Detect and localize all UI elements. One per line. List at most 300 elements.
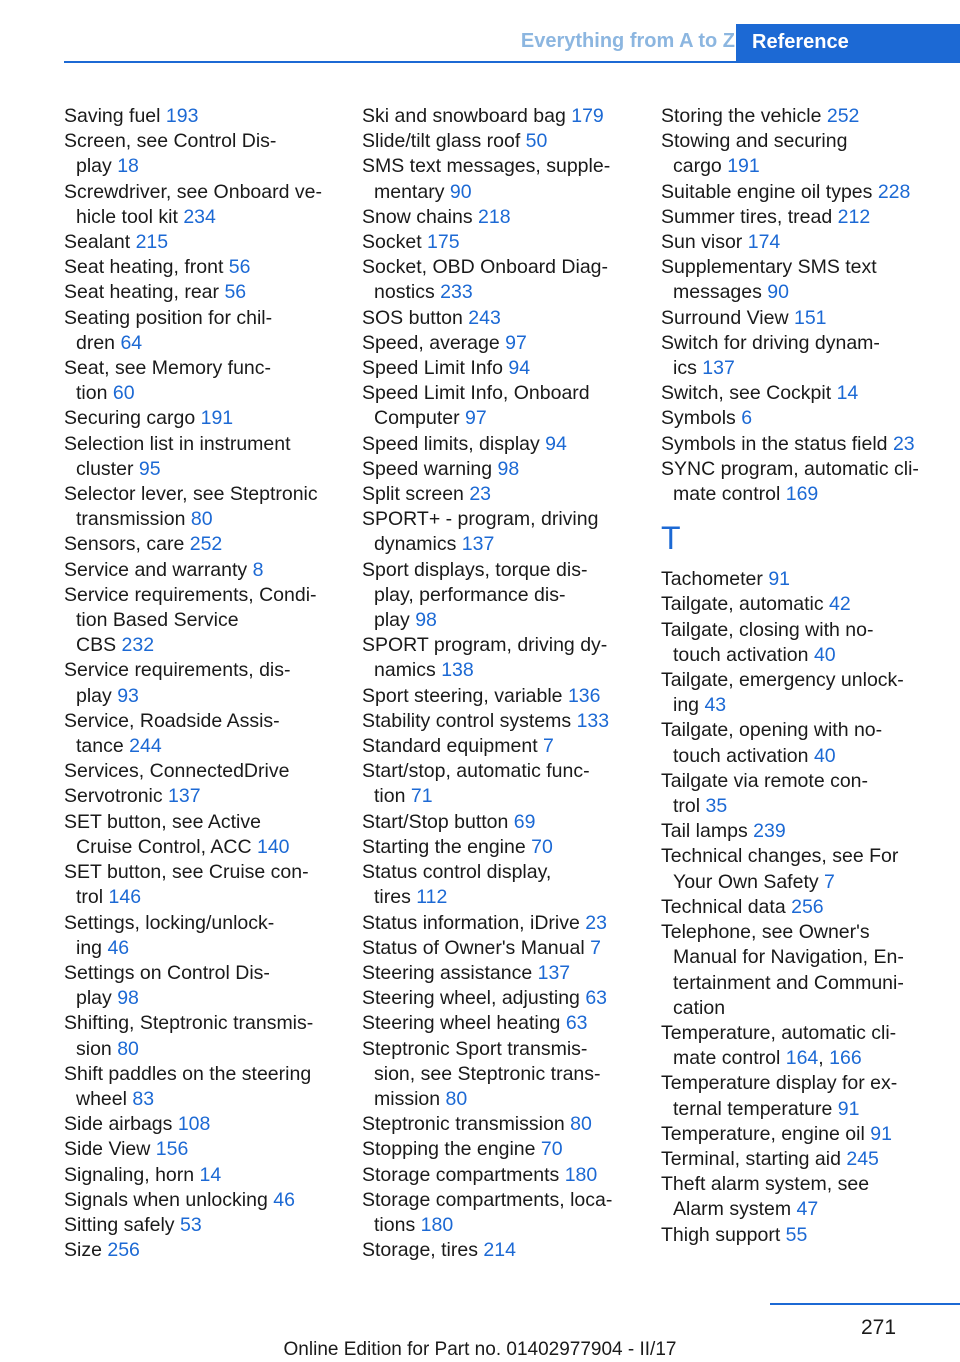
page-link[interactable]: 164: [785, 1047, 819, 1070]
index-entry-text: Thigh support: [661, 1223, 781, 1246]
index-entry-text: Status of Owner's Manual: [362, 936, 585, 959]
index-entry: [362, 507, 652, 557]
index-entry-text: Temperature, engine oil: [661, 1122, 865, 1145]
index-entry-text: Selector lever, see Steptronic: [64, 483, 318, 506]
index-entry: [64, 1213, 354, 1238]
index-entry-text: Seat heating, rear: [64, 281, 220, 304]
page-link[interactable]: 138: [441, 659, 474, 682]
page-link[interactable]: 46: [107, 936, 130, 959]
index-entry-text: Suitable engine oil types: [661, 180, 873, 203]
index-entry-text: Securing cargo: [64, 407, 196, 430]
index-entry-text: mission: [374, 1087, 441, 1110]
index-entry-text: cluster: [76, 457, 134, 480]
index-entry-text: Cruise Control, ACC: [76, 835, 252, 858]
index-entry-text: Sport steering, variable: [362, 684, 563, 707]
index-entry-text: mate control: [673, 483, 781, 506]
index-entry-text: Service requirements, dis-: [64, 659, 291, 682]
index-entry-text: sion, see Steptronic trans-: [374, 1062, 601, 1085]
index-entry: [362, 154, 652, 204]
index-entry: [362, 911, 652, 936]
page-link[interactable]: 18: [117, 155, 139, 178]
page-link[interactable]: 98: [415, 609, 437, 632]
index-entry-text: Storage compartments: [362, 1163, 560, 1186]
index-entry-text: tertainment and Communi-: [673, 971, 904, 994]
index-entry: [661, 844, 951, 894]
index-entry: [362, 432, 652, 457]
index-entry: [661, 457, 951, 507]
index-entry-text: Temperature, automatic cli-: [661, 1021, 897, 1044]
index-entry-text: Side airbags: [64, 1113, 173, 1136]
index-entry: [362, 684, 652, 709]
index-entry: [64, 709, 354, 759]
index-entry-text: Saving fuel: [64, 105, 161, 127]
footer-rule: [770, 1303, 960, 1305]
index-entry: [362, 1188, 652, 1238]
index-entry: [64, 1163, 354, 1188]
page-link[interactable]: 151: [793, 306, 827, 329]
page-link[interactable]: 94: [508, 357, 531, 380]
index-entry: [661, 718, 951, 768]
index-entry-text: Switch, see Cockpit: [661, 382, 832, 405]
page-link[interactable]: 133: [576, 709, 610, 732]
index-entry-text: tires: [374, 886, 411, 909]
page-link[interactable]: 112: [416, 886, 448, 909]
index-entry: [362, 1238, 652, 1263]
index-entry-text: cation: [673, 996, 726, 1019]
index-entry-text: Service requirements, Condi-: [64, 583, 317, 606]
index-entry-text: touch activation: [673, 643, 809, 666]
index-entry-text: cargo: [673, 155, 722, 178]
index-entry: [64, 104, 354, 129]
index-entry: [661, 769, 951, 819]
page-link[interactable]: 179: [571, 105, 604, 127]
page-link[interactable]: 193: [165, 105, 199, 127]
index-entry-text: Split screen: [362, 483, 464, 506]
index-entry: [661, 1172, 951, 1222]
index-entry-text: Ski and snowboard bag: [362, 105, 566, 127]
index-entry-text: Service and warranty: [64, 558, 248, 581]
index-entry-text: ternal temperature: [673, 1097, 833, 1120]
index-entry: [661, 255, 951, 305]
index-entry-text: play, performance dis-: [374, 583, 566, 606]
index-entry-text: Steptronic Sport transmis-: [362, 1037, 588, 1060]
index-entry: [64, 1188, 354, 1213]
page-link[interactable]: 256: [791, 895, 824, 918]
page-link[interactable]: 35: [705, 795, 728, 818]
index-entry-text: messages: [673, 281, 762, 304]
index-entry-text: SET button, see Active: [64, 810, 261, 833]
index-entry-text: Stability control systems: [362, 709, 572, 732]
page-link[interactable]: 156: [155, 1138, 189, 1161]
index-entry: [362, 255, 652, 305]
index-entry-text: trol: [673, 795, 701, 818]
page-link[interactable]: 83: [132, 1087, 155, 1110]
index-entry-text: Symbols in the status field: [661, 432, 888, 455]
page-link[interactable]: 43: [704, 694, 727, 717]
index-entry-text: SPORT+ - program, driving: [362, 508, 599, 531]
index-entry: [362, 129, 652, 154]
index-entry-text: Tailgate, opening with no-: [661, 719, 883, 742]
page-link[interactable]: 80: [117, 1037, 139, 1060]
index-entry-text: trol: [76, 886, 104, 909]
index-entry: [362, 1163, 652, 1188]
index-entry-text: Sealant: [64, 231, 131, 254]
index-entry: [661, 819, 951, 844]
page-link[interactable]: 63: [565, 1012, 588, 1035]
index-entry: Temperature, automatic cli- mate control 164, 166: [661, 1021, 897, 1070]
index-entry: [64, 306, 354, 356]
index-entry: [64, 432, 354, 482]
index-entry-text: Steering assistance: [362, 961, 533, 984]
index-entry-text: SOS button: [362, 306, 463, 329]
index-entry-text: wheel: [76, 1087, 127, 1110]
index-entry: [362, 759, 652, 809]
index-entry-text: sion: [76, 1037, 112, 1060]
index-entry: [362, 986, 652, 1011]
page-link[interactable]: 166: [829, 1047, 862, 1070]
index-entry-text: Your Own Safety: [673, 870, 819, 893]
page-link[interactable]: 80: [445, 1087, 468, 1110]
page-link[interactable]: 14: [836, 382, 859, 405]
page-link[interactable]: 252: [826, 105, 860, 127]
index-entry-text: Steptronic transmission: [362, 1113, 565, 1136]
page-link[interactable]: 234: [183, 205, 216, 228]
index-entry: [362, 709, 652, 734]
index-entry-text: Socket: [362, 231, 422, 254]
page-link[interactable]: 56: [228, 256, 251, 279]
index-entry: [362, 558, 652, 634]
page-link[interactable]: 191: [200, 407, 234, 430]
index-entry: [64, 911, 354, 961]
index-entry-text: SPORT program, driving dy-: [362, 634, 608, 657]
index-entry-text: Shifting, Steptronic transmis-: [64, 1012, 314, 1035]
page-link[interactable]: 137: [461, 533, 495, 556]
index-entry-text: Snow chains: [362, 205, 473, 228]
index-entry-text: SET button, see Cruise con-: [64, 861, 309, 884]
index-entry: [64, 255, 354, 280]
index-entry-text: Seat heating, front: [64, 256, 224, 279]
page-link[interactable]: 91: [870, 1122, 892, 1145]
page-header: [0, 0, 960, 64]
page-link[interactable]: 136: [567, 684, 601, 707]
index-entry-text: dynamics: [374, 533, 457, 556]
index-entry: [64, 658, 354, 708]
page-link[interactable]: 70: [531, 835, 553, 858]
section-title: Everything from A to Z: [520, 30, 735, 52]
page-link[interactable]: 64: [120, 331, 143, 354]
index-entry-text: tion Based Service: [76, 609, 239, 632]
index-entry: [661, 1147, 951, 1172]
index-entry-text: Standard equipment: [362, 735, 538, 758]
index-entry: [64, 860, 354, 910]
index-entry-text: Speed warning: [362, 457, 493, 480]
page-link[interactable]: 23: [585, 911, 607, 934]
page-link[interactable]: 137: [702, 357, 735, 380]
index-entry-text: Tail lamps: [661, 820, 748, 843]
page-link[interactable]: 7: [543, 735, 554, 758]
page-link[interactable]: 97: [465, 407, 487, 430]
index-entry-text: Technical data: [661, 895, 786, 918]
index-entry: [661, 381, 951, 406]
index-entry-text: Service, Roadside Assis-: [64, 709, 280, 732]
page-link[interactable]: 146: [108, 886, 142, 909]
index-entry-text: Tailgate via remote con-: [661, 769, 869, 792]
index-entry: [362, 104, 652, 129]
page-link[interactable]: 191: [727, 155, 760, 178]
index-entry-text: Screwdriver, see Onboard ve-: [64, 180, 322, 203]
index-entry: [64, 532, 354, 557]
index-entry-text: mentary: [374, 180, 445, 203]
index-entry-text: Start/Stop button: [362, 810, 509, 833]
index-entry-text: SMS text messages, supple-: [362, 155, 611, 178]
page-link[interactable]: 7: [590, 936, 601, 959]
page-link[interactable]: 23: [469, 483, 492, 506]
index-entry: [661, 592, 951, 617]
page-link[interactable]: 174: [747, 231, 781, 254]
index-entry-text: Shift paddles on the steering: [64, 1062, 312, 1085]
index-entry-text: Storage compartments, loca-: [362, 1188, 613, 1211]
index-entry: [64, 180, 354, 230]
index-entry: [661, 567, 951, 592]
index-entry: [362, 734, 652, 759]
index-entry-text: Screen, see Control Dis-: [64, 130, 277, 153]
page-link[interactable]: 95: [138, 457, 161, 480]
index-entry: [362, 1137, 652, 1162]
page-link[interactable]: 169: [785, 483, 819, 506]
index-entry-text: Socket, OBD Onboard Diag-: [362, 256, 609, 279]
index-entry-text: hicle tool kit: [76, 205, 178, 228]
index-entry-text: Sport displays, torque dis-: [362, 558, 588, 581]
index-entry-text: Storing the vehicle: [661, 105, 822, 127]
index-entry-text: Speed, average: [362, 331, 500, 354]
index-entry-text: Sensors, care: [64, 533, 185, 556]
page-link[interactable]: 214: [483, 1239, 516, 1262]
index-entry-text: Tailgate, automatic: [661, 593, 824, 616]
index-entry: [661, 230, 951, 255]
index-entry-text: Signaling, horn: [64, 1163, 195, 1186]
index-column-3: [661, 104, 951, 1248]
index-entry: [362, 936, 652, 961]
page-link[interactable]: 71: [410, 785, 433, 808]
index-entry: [64, 961, 354, 1011]
page-link[interactable]: 70: [540, 1138, 563, 1161]
index-entry-text: Status information, iDrive: [362, 911, 580, 934]
index-entry: [64, 1238, 354, 1263]
index-entry-text: play: [374, 609, 410, 632]
index-entry: [64, 356, 354, 406]
index-entry-text: tance: [76, 735, 124, 758]
index-entry-text: Size: [64, 1239, 102, 1262]
index-entry-text: Side View: [64, 1138, 151, 1161]
index-entry: [362, 810, 652, 835]
index-entry: [661, 205, 951, 230]
index-entry: [661, 618, 951, 668]
index-entry-text: play: [76, 684, 112, 707]
index-entry: [64, 1137, 354, 1162]
page-link[interactable]: 137: [537, 961, 571, 984]
index-entry-text: Steering wheel, adjusting: [362, 987, 580, 1010]
index-entry: [64, 230, 354, 255]
index-entry: [661, 129, 951, 179]
page-link[interactable]: 14: [199, 1163, 222, 1186]
page-link[interactable]: 243: [468, 306, 501, 329]
index-entry-text: Telephone, see Owner's: [661, 921, 870, 944]
index-entry: [661, 306, 951, 331]
reference-tab: Reference: [736, 24, 960, 61]
index-entry-text: Sitting safely: [64, 1213, 175, 1236]
index-entry-text: Settings, locking/unlock-: [64, 911, 275, 934]
index-entry: [661, 668, 951, 718]
page-link[interactable]: 108: [177, 1113, 211, 1136]
index-entry: [64, 280, 354, 305]
index-entry-text: Services, ConnectedDrive: [64, 760, 290, 783]
index-entry: [661, 1122, 951, 1147]
page-link[interactable]: 140: [256, 835, 290, 858]
page-link[interactable]: 93: [117, 684, 139, 707]
index-entry: [64, 406, 354, 431]
index-entry-text: Summer tires, tread: [661, 205, 833, 228]
page-link[interactable]: 91: [768, 568, 791, 591]
page-link[interactable]: 50: [525, 130, 548, 153]
index-entry-text: Surround View: [661, 306, 789, 329]
index-entry-text: Alarm system: [673, 1198, 792, 1221]
index-entry-text: Tachometer: [661, 568, 763, 591]
page-link[interactable]: 42: [829, 593, 851, 616]
index-entry: [661, 432, 951, 457]
page-link[interactable]: 56: [224, 281, 247, 304]
index-entry: [64, 810, 354, 860]
index-entry-text: namics: [374, 659, 436, 682]
page-link[interactable]: 218: [478, 205, 511, 228]
index-entry-text: mate control: [673, 1047, 781, 1070]
page-link[interactable]: 137: [168, 785, 201, 808]
index-entry-text: SYNC program, automatic cli-: [661, 457, 919, 480]
index-entry: [362, 205, 652, 230]
index-column-1: [64, 104, 354, 1263]
index-entry: [362, 457, 652, 482]
page-link[interactable]: 6: [741, 407, 753, 430]
index-entry: [661, 1071, 951, 1121]
page-number: 271: [861, 1316, 897, 1339]
page-link[interactable]: 239: [753, 820, 786, 843]
page-link[interactable]: 212: [837, 205, 871, 228]
index-entry-text: Tailgate, closing with no-: [661, 618, 874, 641]
index-entry-text: Storage, tires: [362, 1239, 478, 1262]
index-entry: [362, 306, 652, 331]
index-entry: [64, 129, 354, 179]
page-link[interactable]: 244: [129, 735, 162, 758]
index-entry-text: Servotronic: [64, 785, 163, 808]
index-entry: [661, 920, 951, 1021]
page-link[interactable]: 7: [824, 870, 835, 893]
index-entry-text: Computer: [374, 407, 460, 430]
index-column-2: [362, 104, 652, 1263]
index-entry-text: Signals when unlocking: [64, 1188, 268, 1211]
page-link[interactable]: 90: [449, 180, 472, 203]
index-entry-text: Supplementary SMS text: [661, 256, 877, 279]
page-link[interactable]: 40: [813, 744, 836, 767]
page-link[interactable]: 60: [112, 382, 135, 405]
index-entry-text: Slide/tilt glass roof: [362, 130, 521, 153]
page-link[interactable]: 252: [189, 533, 223, 556]
page-link[interactable]: 215: [135, 231, 169, 254]
index-entry-text: CBS: [76, 634, 117, 657]
index-entry: [362, 230, 652, 255]
page-link[interactable]: 175: [427, 231, 460, 254]
header-rule: [64, 61, 960, 63]
index-entry-text: nostics: [374, 281, 435, 304]
page-link[interactable]: 47: [796, 1198, 819, 1221]
index-entry: [64, 1011, 354, 1061]
index-entry: [362, 331, 652, 356]
index-entry: [64, 558, 354, 583]
index-entry-text: Speed limits, display: [362, 432, 540, 455]
page-link[interactable]: 98: [117, 987, 139, 1010]
index-entry-text: Symbols: [661, 407, 736, 430]
index-entry-text: ing: [673, 694, 700, 717]
page-link[interactable]: 233: [440, 281, 473, 304]
page-link[interactable]: 232: [121, 634, 155, 657]
index-entry-text: Steering wheel heating: [362, 1012, 561, 1035]
page-link[interactable]: 180: [420, 1213, 454, 1236]
index-entry: [362, 482, 652, 507]
page-link[interactable]: 94: [545, 432, 567, 455]
index-entry: [362, 381, 652, 431]
page-link[interactable]: 90: [767, 281, 789, 304]
index-entry-text: Speed Limit Info, Onboard: [362, 382, 590, 405]
page-link[interactable]: 228: [877, 180, 911, 203]
page-link[interactable]: 53: [179, 1213, 202, 1236]
index-letter-heading: T: [661, 520, 681, 557]
page-link[interactable]: 80: [190, 508, 213, 531]
index-entry: [64, 784, 354, 809]
index-entry: [661, 406, 951, 431]
page-link[interactable]: 8: [252, 558, 264, 581]
index-entry: [362, 835, 652, 860]
page-link[interactable]: 46: [273, 1188, 295, 1211]
index-entry: [661, 180, 951, 205]
index-entry-text: tions: [374, 1213, 416, 1236]
index-entry-text: Status control display,: [362, 861, 552, 884]
page-link[interactable]: 256: [107, 1239, 140, 1262]
page-link[interactable]: 245: [846, 1147, 879, 1170]
page-link[interactable]: 55: [785, 1223, 808, 1246]
page-link[interactable]: 98: [497, 457, 520, 480]
index-entry-text: Selection list in instrument: [64, 432, 291, 455]
index-entry: [64, 583, 354, 659]
index-entry-text: Stopping the engine: [362, 1138, 536, 1161]
index-entry: [362, 633, 652, 683]
page-link[interactable]: 40: [813, 643, 836, 666]
index-entry-text: Temperature display for ex-: [661, 1072, 898, 1095]
index-entry: [64, 1112, 354, 1137]
index-entry-text: Switch for driving dynam-: [661, 331, 880, 354]
page-link[interactable]: 91: [837, 1097, 860, 1120]
index-entry: [362, 961, 652, 986]
index-entry-text: tion: [374, 785, 406, 808]
page-link[interactable]: 97: [505, 331, 527, 354]
index-entry-text: Seating position for chil-: [64, 306, 273, 329]
index-entry: [362, 1112, 652, 1137]
index-entry: [362, 1011, 652, 1036]
page-link[interactable]: 180: [564, 1163, 598, 1186]
page-link[interactable]: 80: [570, 1113, 592, 1136]
page-link[interactable]: 63: [585, 987, 608, 1010]
page-link[interactable]: 23: [892, 432, 915, 455]
index-entry-text: Theft alarm system, see: [661, 1173, 870, 1196]
page-link[interactable]: 69: [513, 810, 536, 833]
index-entry: [661, 1223, 951, 1248]
